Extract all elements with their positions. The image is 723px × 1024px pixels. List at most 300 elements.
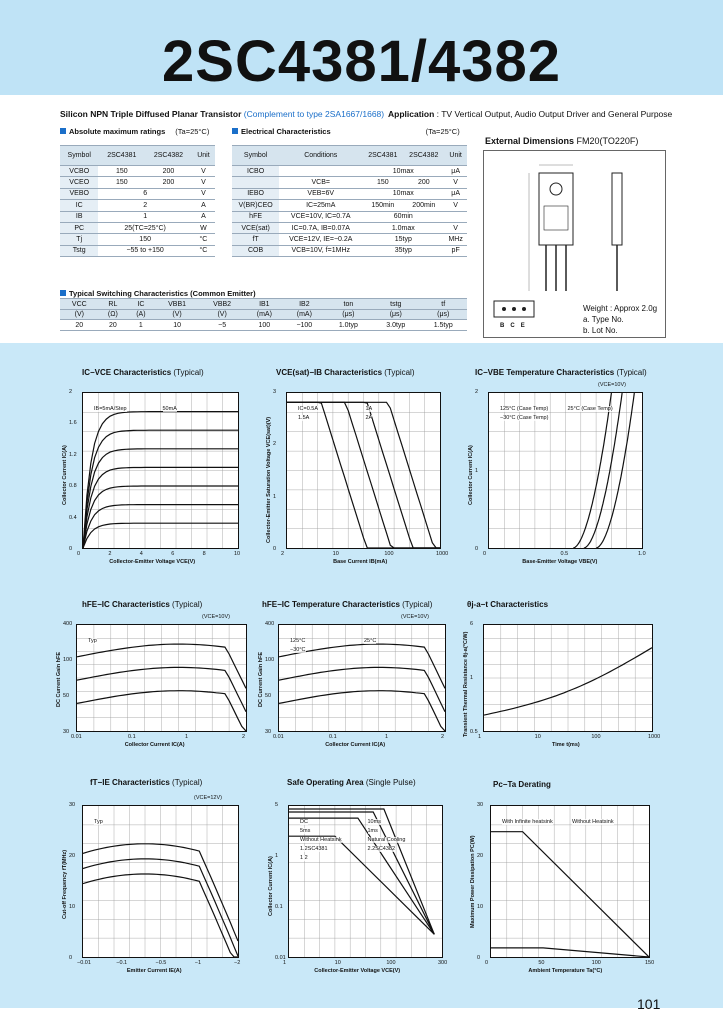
table-cell: V [192,188,215,199]
y-tick-label: 0 [273,546,277,552]
y-axis-label: Collector-Emitter Saturation Voltage VCE(sat)(V) [266,416,272,543]
abs-max-heading [60,127,209,136]
table-row [232,245,467,256]
elec-title: Electrical Characteristics [241,127,331,136]
table-cell: (V) [155,310,200,320]
table-cell: 6 [98,188,191,199]
chart-plot-area [288,805,443,958]
table-row [60,245,215,256]
curve-label: 5ms [300,828,311,834]
y-tick-label: 30 [63,729,70,735]
curve-label: DC [300,819,308,825]
switching-title: Typical Switching Characteristics (Common Emitter) [69,289,256,298]
y-axis-label: Collector Current IC(A) [468,445,474,505]
table-cell: 1.5typ [420,320,468,331]
chart-title-text: IC−VCE Characteristics [82,368,172,377]
table-cell: 1.0max [362,222,444,233]
table-cell: Tstg [60,245,98,256]
chart-title [493,780,551,789]
x-tick-label: 1000 [436,551,449,557]
complement-text: (Complement to type 2SA1667/1668) [243,109,385,119]
chart-title-text: Safe Operating Area [287,778,364,787]
y-axis-label: DC Current Gain hFE [56,651,62,707]
y-tick-label: 0 [69,546,73,552]
chart-title [287,778,416,787]
table-cell: W [192,222,215,233]
x-axis-label: Base-Emitter Voltage VBE(V) [522,559,598,565]
table-cell: 10max [362,188,444,199]
y-tick-label: 100 [265,657,275,663]
x-tick-label: −2 [234,960,241,966]
table-cell: V [444,200,467,211]
table-cell: (μs) [420,310,468,320]
table-cell: VCB= [279,177,362,188]
table-cell: 200 [145,166,192,177]
y-tick-label: 20 [69,853,76,859]
chart-svg [83,806,238,957]
y-tick-label: 0.01 [275,955,286,961]
table-cell: (Ω) [99,310,128,320]
table-cell: °C [192,245,215,256]
chart-title [475,368,647,377]
table-cell: IC [127,299,154,310]
table-row [232,211,467,222]
table-cell: 150 [98,166,145,177]
x-tick-label: −0.5 [155,960,167,966]
x-tick-label: 2 [441,734,445,740]
chart-svg [287,393,440,548]
table-cell: (μs) [325,310,372,320]
table-cell: 100 [245,320,284,331]
chart-title [82,368,204,377]
table-cell: VCE=10V, IC=0.7A [279,211,362,222]
table-cell: −100 [284,320,325,331]
chart-svg [484,625,652,731]
square-bullet-icon [60,290,66,296]
table-unit-row [60,310,467,320]
table-header-row [60,146,215,166]
square-bullet-icon [60,128,66,134]
table-cell: 200 [145,177,192,188]
chart-svg [491,806,649,957]
x-tick-label: 0.1 [128,734,136,740]
table-cell: 2SC4381 [362,146,403,166]
x-tick-label: 4 [139,551,143,557]
table-cell: (μs) [372,310,419,320]
chart-title-text: θj-a−t Characteristics [467,600,549,609]
chart-condition: (VCE=12V) [194,795,222,801]
elec-heading [232,127,460,136]
curve-label: 125°C [290,638,306,644]
y-tick-label: 0.1 [275,904,283,910]
switching-table [60,298,467,331]
y-tick-label: 400 [265,621,275,627]
y-tick-label: 0.5 [470,729,478,735]
y-tick-label: 1 [275,853,279,859]
table-cell: μA [444,166,467,177]
table-cell: IC=0.7A, IB=0.07A [279,222,362,233]
curve-label: 25°C [364,638,377,644]
table-cell: 150min [362,200,403,211]
y-tick-label: 0.8 [69,483,77,490]
chart-plot-area [76,624,247,732]
table-cell: μA [444,188,467,199]
y-tick-label: 0 [475,546,479,552]
x-tick-label: 2 [242,734,246,740]
x-tick-label: 300 [438,960,448,966]
y-tick-label: 30 [69,802,76,808]
curve-label: Typ [94,819,103,825]
table-row [60,177,215,188]
table-row [60,234,215,245]
y-tick-label: 2 [273,441,277,448]
table-cell: −5 [200,320,245,331]
table-cell: IB1 [245,299,284,310]
abs-max-title: Absolute maximum ratings [69,127,166,136]
table-cell: Tj [60,234,98,245]
y-tick-label: 1.2 [69,451,77,458]
table-cell: VCBO [60,166,98,177]
chart-title [82,600,202,609]
chart-title-suffix: (Typical) [399,600,433,609]
y-tick-label: 6 [470,621,474,627]
y-tick-label: 30 [265,729,272,735]
table-cell: 3.0typ [372,320,419,331]
chart-title-text: hFE−IC Temperature Characteristics [262,600,400,609]
table-cell: VBB1 [155,299,200,310]
y-axis-label: Maximum Power Dissipation PC(W) [470,835,476,928]
x-tick-label: 2 [108,551,112,557]
x-tick-label: 1 [185,734,189,740]
elec-condition: (Ta=25°C) [425,127,460,136]
table-cell: tf [420,299,468,310]
table-cell: 2SC4382 [403,146,444,166]
curve-label: 1.2SC4381 [300,846,328,852]
application-label: Application [388,109,435,119]
table-cell: V [444,177,467,188]
pin-labels: BCE [500,323,531,329]
table-cell: 1.0typ [325,320,372,331]
package-notes [583,303,657,336]
curve-label: 125°C (Case Temp) [500,406,549,412]
curve-label: IB=5mA/Step [94,406,127,412]
y-tick-label: 50 [265,693,272,699]
chart-condition: (VCE=10V) [202,614,230,620]
table-cell: 15typ [362,234,444,245]
y-tick-label: 10 [477,904,484,910]
chart-title [276,368,415,377]
chart-title-suffix: (Typical) [169,600,203,609]
curve-label: 1.5A [298,415,310,421]
table-cell: Symbol [232,146,279,166]
curve-label: Natural Cooling [367,837,406,843]
table-cell: (V) [60,310,99,320]
table-cell: 1 [98,211,191,222]
chart-plot-area [483,624,653,732]
chart-condition: (VCE=10V) [401,614,429,620]
x-tick-label: 100 [591,960,601,966]
table-cell: VCE(sat) [232,222,279,233]
y-tick-label: 1.6 [69,420,77,427]
table-cell: 10 [155,320,200,331]
table-cell: Conditions [279,146,362,166]
table-header-row [232,146,467,166]
table-cell: VEB=6V [279,188,362,199]
table-cell: pF [444,245,467,256]
y-axis-label: Cut-off Frequency fT(MHz) [62,849,68,919]
lot-no-text: b. Lot No. [583,326,618,335]
chart-title-text: VCE(sat)−IB Characteristics [276,368,383,377]
table-cell: 25(TC=25°C) [98,222,191,233]
chart-plot-area [82,392,239,549]
application-text: : TV Vertical Output, Audio Output Driver and General Purpose [436,109,673,119]
table-row [60,166,215,177]
table-cell: V [192,177,215,188]
x-tick-label: 10 [534,734,541,740]
chart-title-text: Pc−Ta Derating [493,780,551,789]
table-cell: 1 [127,320,154,331]
chart-title [467,600,548,609]
table-row [232,166,467,177]
table-cell: V [192,166,215,177]
description-text: Silicon NPN Triple Diffused Planar Transistor [60,109,242,119]
x-axis-label: Collector-Emitter Voltage VCE(V) [109,559,196,565]
y-tick-label: 1 [475,467,479,474]
x-tick-label: 1 [478,734,482,740]
table-row [232,188,467,199]
abs-max-condition: (Ta=25°C) [175,127,210,136]
table-cell: IB2 [284,299,325,310]
y-tick-label: 0.4 [69,514,77,521]
y-tick-label: 1 [273,493,277,500]
table-cell: IB [60,211,98,222]
x-tick-label: 0.01 [273,734,284,740]
table-cell: 200 [403,177,444,188]
y-tick-label: 3 [273,389,277,395]
external-title: External Dimensions [485,136,575,146]
table-cell: ton [325,299,372,310]
weight-text: Weight : Approx 2.0g [583,304,658,313]
table-cell: fT [232,234,279,245]
chart-title-text: hFE−IC Characteristics [82,600,170,609]
table-cell: COB [232,245,279,256]
chart-condition: (VCE=10V) [598,382,626,388]
table-cell: (V) [200,310,245,320]
x-tick-label: 0.1 [329,734,337,740]
table-cell: V(BR)CEO [232,200,279,211]
table-cell: 10max [362,166,444,177]
y-tick-label: 2 [69,389,73,395]
chart-title [90,778,202,787]
table-row [60,211,215,222]
x-tick-label: 10 [234,551,241,557]
curve-label: 1ms [367,828,378,834]
table-cell: 35typ [362,245,444,256]
curve-label: −30°C [290,647,306,653]
curve-label: IC=0.5A [298,406,319,412]
curve-label: 2.2SC4382 [367,846,396,852]
table-cell: A [192,200,215,211]
table-cell: VBB2 [200,299,245,310]
x-axis-label: Collector Current IC(A) [325,742,386,748]
table-cell: tstg [372,299,419,310]
curve-label: With Infinite heatsink [502,819,553,825]
x-tick-label: −1 [194,960,202,966]
curve-label: 1A [365,406,373,412]
x-axis-label: Emitter Current IE(A) [126,968,182,974]
table-row [232,222,467,233]
x-tick-label: 10 [332,551,339,557]
x-tick-label: 150 [645,960,655,966]
x-axis-label: Collector Current IC(A) [124,742,185,748]
table-row [60,200,215,211]
y-axis-label: DC Current Gain hFE [258,651,264,707]
page-title: 2SC4381/4382 [162,29,561,94]
table-row [232,200,467,211]
table-row [60,188,215,199]
table-cell: 60min [362,211,444,222]
chart-title-suffix: (Single Pulse) [363,778,416,787]
table-cell: °C [192,234,215,245]
chart-title-suffix: (Typical) [614,368,647,377]
chart-title [262,600,432,609]
table-cell: VCC [60,299,99,310]
page-number: 101 [637,996,661,1012]
x-tick-label: 100 [384,551,394,557]
table-row [232,177,467,188]
table-cell: IC=25mA [279,200,362,211]
table-cell: 20 [99,320,128,331]
characteristic-curve [289,818,434,934]
y-axis-label: Transient Thermal Resistance θj-a(°C/W) [463,631,469,737]
table-cell: VCB=10V, f=1MHz [279,245,362,256]
x-tick-label: 0 [483,551,487,557]
table-cell: V [444,222,467,233]
table-cell: −55 to +150 [98,245,191,256]
x-tick-label: 6 [171,551,175,557]
chart-plot-area [82,805,239,958]
table-cell [232,177,279,188]
y-tick-label: 10 [69,904,76,910]
y-tick-label: 100 [63,657,73,663]
x-tick-label: 100 [591,734,601,740]
package-name: FM20(TO220F) [576,136,639,146]
chart-title-suffix: (Typical) [382,368,415,377]
x-tick-label: 2 [281,551,285,557]
square-bullet-icon [232,128,238,134]
x-tick-label: 1 [385,734,389,740]
table-row [60,320,467,331]
table-cell: Unit [192,146,215,166]
table-cell: 2 [98,200,191,211]
table-cell: PC [60,222,98,233]
table-cell [444,211,467,222]
table-cell: 150 [98,177,145,188]
y-tick-label: 30 [477,802,484,808]
table-cell: Unit [444,146,467,166]
curve-label: 2A [365,415,373,421]
table-cell: 2SC4382 [145,146,192,166]
table-cell: 150 [362,177,403,188]
table-cell: VCEO [60,177,98,188]
x-tick-label: −0.1 [116,960,128,966]
table-cell: (mA) [245,310,284,320]
x-tick-label: 1 [283,960,287,966]
type-no-text: a. Type No. [583,315,624,324]
y-tick-label: 0 [477,955,481,961]
x-tick-label: 10 [334,960,341,966]
y-tick-label: 1 [470,675,474,681]
y-tick-label: 400 [63,621,73,627]
table-cell: VCE=12V, IE=−0.2A [279,234,362,245]
table-cell: MHz [444,234,467,245]
y-axis-label: Collector Current IC(A) [268,856,274,916]
chart-title-suffix: (Typical) [169,778,203,787]
table-cell: IC [60,200,98,211]
curve-label: 25°C (Case Temp) [567,406,613,412]
x-tick-label: 8 [202,551,206,557]
y-tick-label: 20 [477,853,484,859]
table-cell: RL [99,299,128,310]
table-cell: ICBO [232,166,279,177]
external-dimensions-heading [485,136,638,146]
table-cell: 20 [60,320,99,331]
table-cell: (mA) [284,310,325,320]
abs-max-table [60,145,215,257]
device-description [60,109,384,119]
characteristic-curve [289,812,434,934]
table-cell: 2SC4381 [98,146,145,166]
table-cell [279,166,362,177]
chart-title-suffix: (Typical) [171,368,204,377]
table-row [232,234,467,245]
chart-svg [77,625,246,731]
curve-label: 1 2 [300,855,308,861]
chart-title-text: fT−IE Characteristics [90,778,170,787]
curve-label: 50mA [162,406,177,412]
y-tick-label: 2 [475,389,479,395]
curve-label: Typ [88,638,97,644]
x-axis-label: Base Current IB(mA) [333,559,388,565]
switching-heading [60,289,256,298]
table-cell: hFE [232,211,279,222]
x-tick-label: 0.01 [71,734,82,740]
x-tick-label: 50 [538,960,545,966]
x-tick-label: −0.01 [77,960,91,966]
table-row [60,222,215,233]
x-tick-label: 0.5 [560,551,569,557]
y-axis-label: Collector Current IC(A) [62,445,68,505]
y-tick-label: 0 [69,955,73,961]
chart-svg [289,806,442,957]
x-tick-label: 1.0 [638,551,646,557]
table-cell: Symbol [60,146,98,166]
table-cell: VEBO [60,188,98,199]
table-cell: 200min [403,200,444,211]
curve-label: −30°C (Case Temp) [500,415,549,421]
y-tick-label: 5 [275,802,279,808]
elec-table [232,145,467,257]
chart-svg [83,393,238,548]
table-header-row [60,299,467,310]
x-tick-label: 100 [386,960,396,966]
x-axis-label: Time t(ms) [552,742,580,748]
curve-label: 10ms [367,819,381,825]
table-cell: IEBO [232,188,279,199]
y-tick-label: 50 [63,693,70,699]
table-cell: 150 [98,234,191,245]
x-tick-label: 0 [77,551,81,557]
